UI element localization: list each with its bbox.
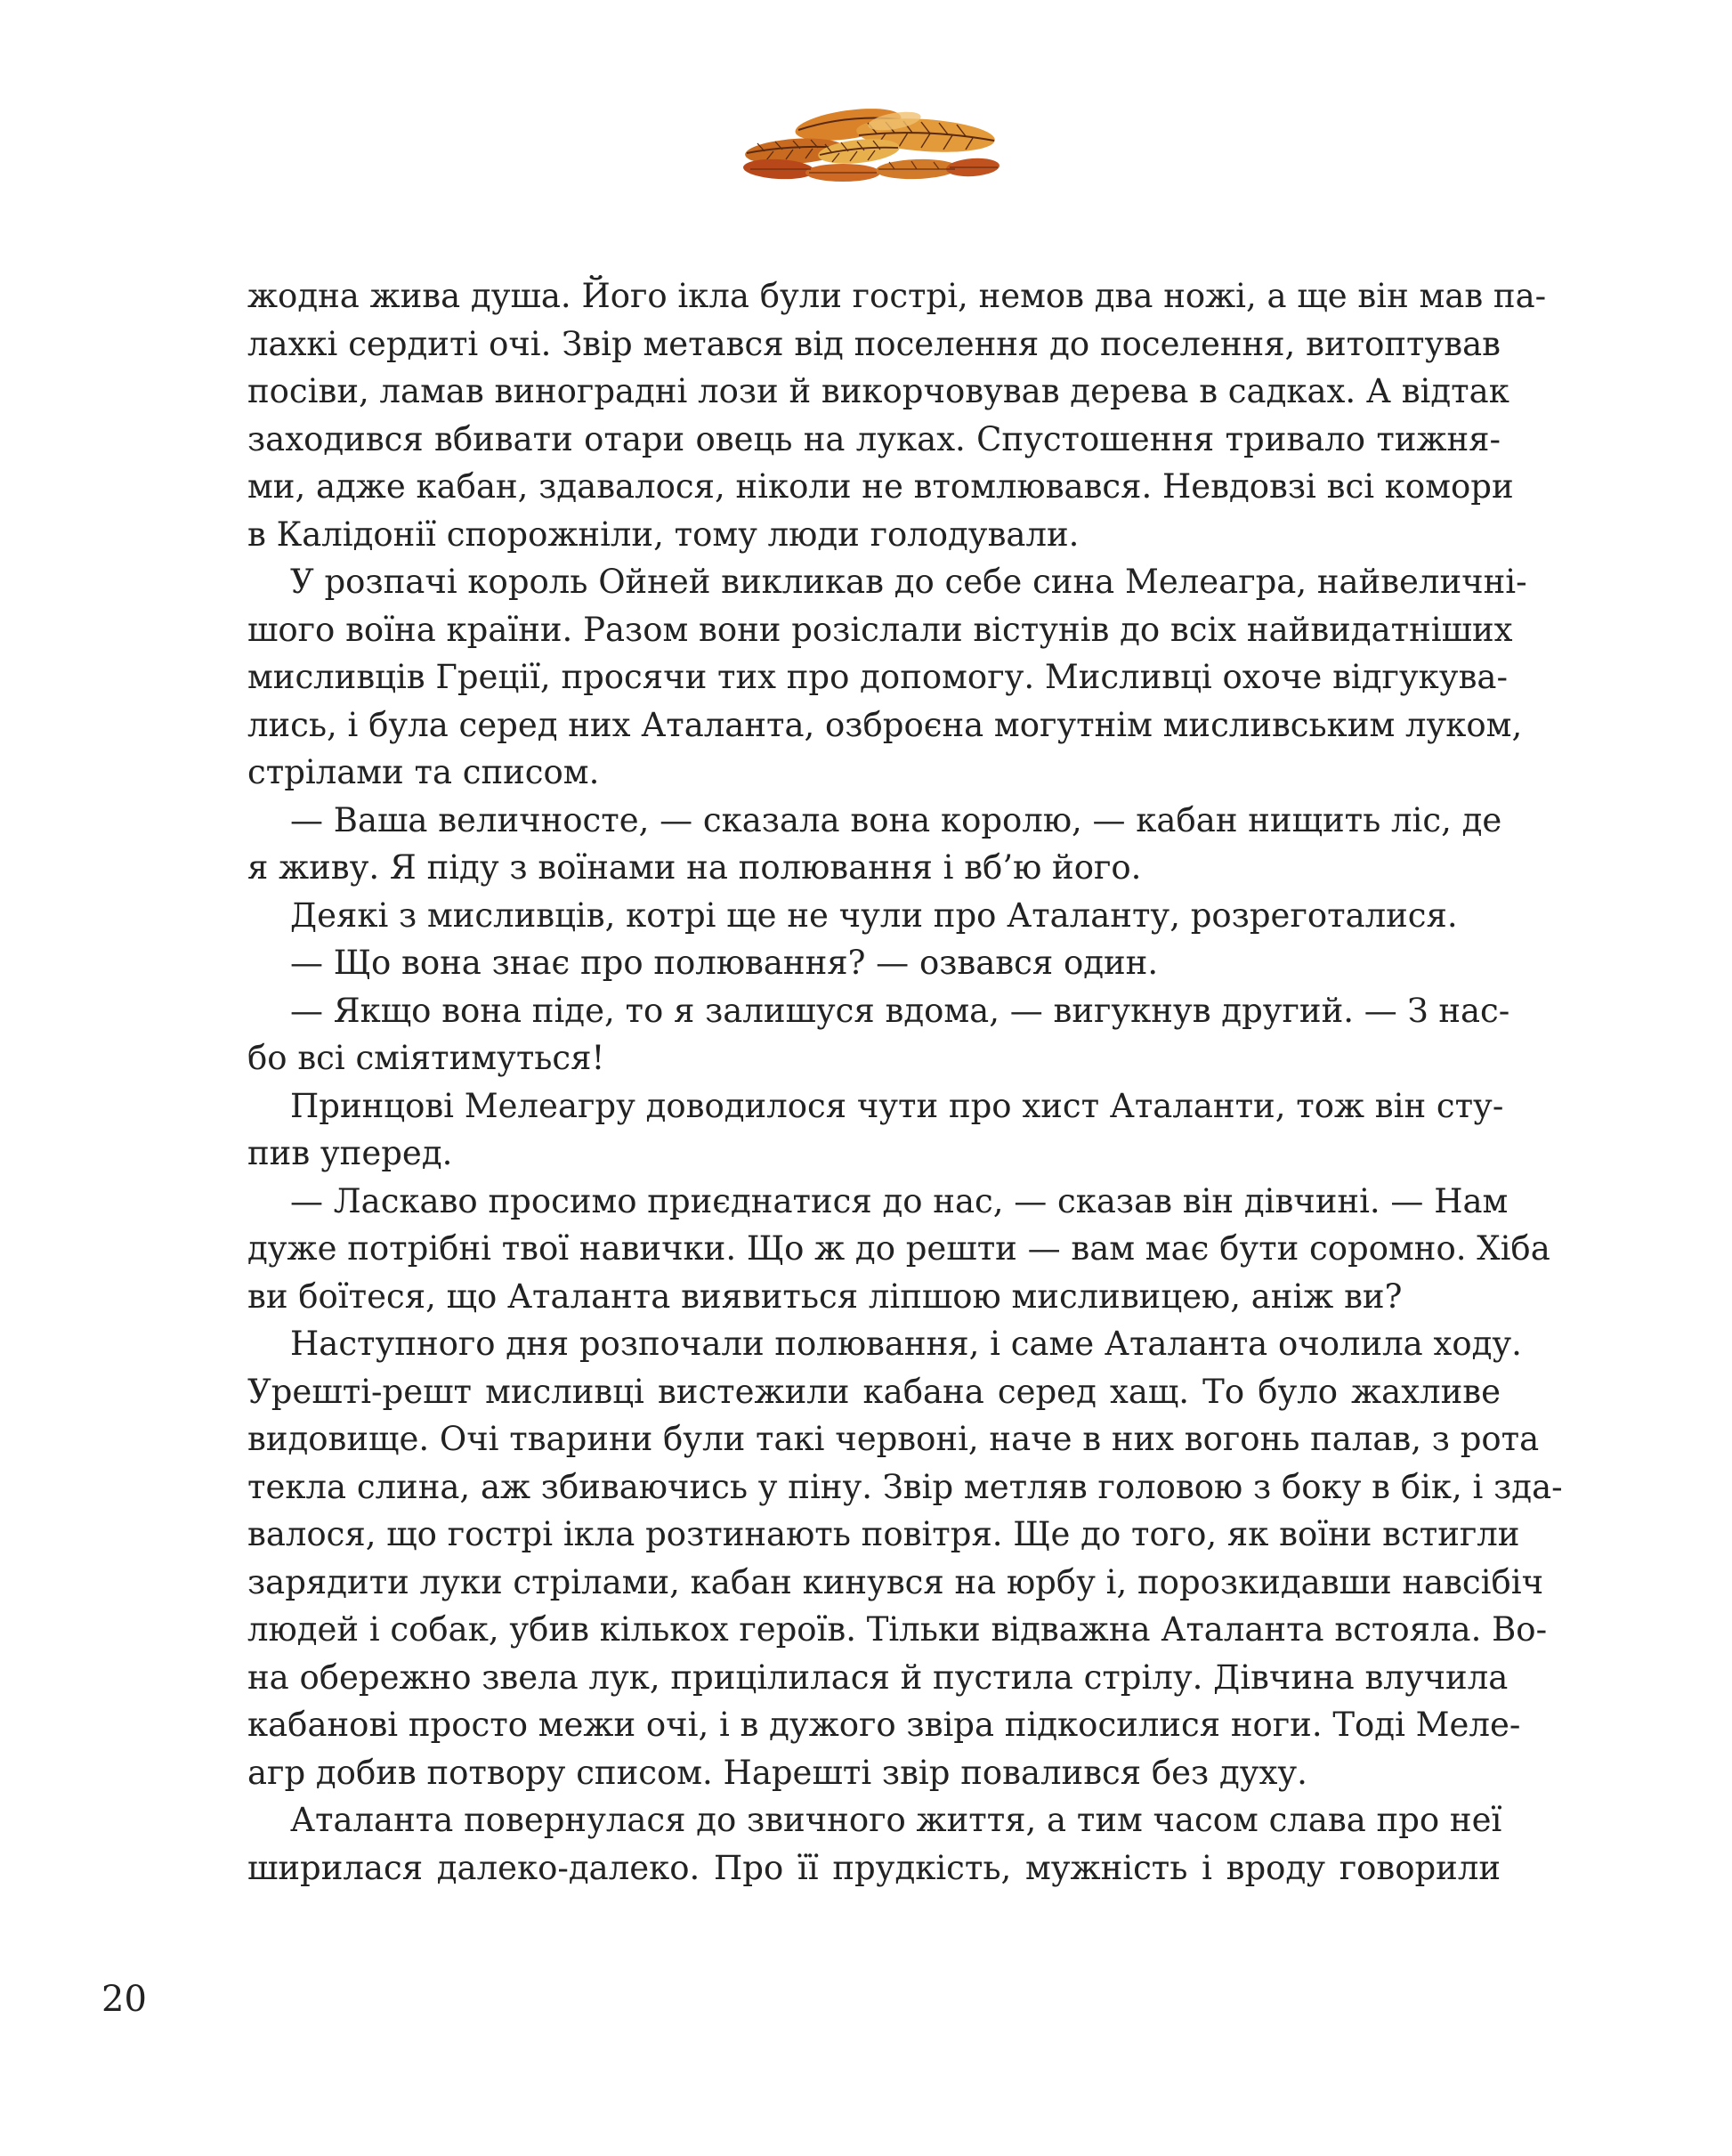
text-line: на обережно звела лук, прицілилася й пустила стрілу. Дівчина влучила bbox=[247, 1658, 1509, 1697]
body-text bbox=[247, 272, 1563, 1892]
text-line: ширилася далеко-далеко. Про її прудкість, мужність і вроду говорили bbox=[247, 1848, 1501, 1887]
text-line: Наступного дня розпочали полювання, і саме Аталанта очолила ходу. bbox=[290, 1325, 1522, 1363]
text-line: текла слина, аж збиваючись у піну. Звір метляв головою з боку в бік, і зда- bbox=[247, 1467, 1563, 1506]
text-line: Принцові Мелеагру доводилося чути про хист Аталанти, тож він сту- bbox=[290, 1086, 1504, 1125]
text-line: ви боїтеся, що Аталанта виявиться ліпшою мисливицею, аніж ви? bbox=[247, 1277, 1403, 1316]
paragraph bbox=[247, 1796, 1501, 1892]
text-line: Урешті-решт мисливці вистежили кабана серед хащ. То було жахливе bbox=[247, 1372, 1501, 1411]
paragraph bbox=[247, 939, 1501, 987]
text-line: — Якщо вона піде, то я залишуся вдома, — вигукнув другий. — З нас- bbox=[290, 991, 1510, 1030]
text-line: лись, і була серед них Аталанта, озброєна могутнім мисливським луком, bbox=[247, 705, 1523, 744]
text-line: я живу. Я піду з воїнами на полювання і вб’ю його. bbox=[247, 848, 1142, 887]
paragraph bbox=[247, 272, 1547, 558]
text-line: дуже потрібні твої навички. Що ж до решти — вам має бути соромно. Хіба bbox=[247, 1229, 1550, 1268]
text-line: посіви, ламав виноградні лози й викорчовував дерева в садках. А відтак bbox=[247, 372, 1509, 410]
paragraph bbox=[247, 558, 1527, 797]
text-line: Деякі з мисливців, котрі ще не чули про Аталанту, розреготалися. bbox=[290, 896, 1458, 935]
text-line: шого воїна країни. Разом вони розіслали вістунів до всіх найвидатніших bbox=[247, 610, 1513, 649]
text-line: У розпачі король Ойней викликав до себе сина Мелеагра, найвеличні- bbox=[290, 563, 1527, 601]
text-line: ми, адже кабан, здавалося, ніколи не втомлювався. Невдовзі всі комори bbox=[247, 467, 1514, 506]
autumn-leaves-icon bbox=[743, 96, 1001, 185]
text-line: заходився вбивати отари овець на луках. Спустошення тривало тижня- bbox=[247, 419, 1501, 458]
text-line: бо всі сміятимуться! bbox=[247, 1039, 605, 1077]
text-line: жодна жива душа. Його ікла були гострі, немов два ножі, а ще він мав па- bbox=[247, 277, 1547, 315]
text-line: мисливців Греції, просячи тих про допомогу. Мисливці охоче відгукува- bbox=[247, 658, 1508, 696]
paragraph bbox=[247, 1082, 1504, 1178]
paragraph bbox=[247, 987, 1510, 1082]
text-line: видовище. Очі тварини були такі червоні, наче в них вогонь палав, з рота bbox=[247, 1420, 1540, 1458]
text-line: валося, що гострі ікла розтинають повітря. Ще до того, як воїни встигли bbox=[247, 1515, 1520, 1553]
text-line: агр добив потвору списом. Нарешті звір повалився без духу. bbox=[247, 1753, 1307, 1792]
text-line: — Що вона знає про полювання? — озвався один. bbox=[290, 944, 1159, 982]
text-line: стрілами та списом. bbox=[247, 753, 600, 791]
text-line: зарядити луки стрілами, кабан кинувся на юрбу і, порозкидавши навсібіч bbox=[247, 1562, 1544, 1601]
text-line: — Ласкаво просимо приєднатися до нас, — сказав він дівчині. — Нам bbox=[290, 1181, 1509, 1220]
text-line: — Ваша величносте, — сказала вона королю, — кабан нищить ліс, де bbox=[290, 800, 1502, 839]
paragraph bbox=[247, 1178, 1550, 1321]
paragraph bbox=[247, 797, 1501, 892]
paragraph bbox=[247, 1320, 1563, 1796]
text-line: кабанові просто межи очі, і в дужого звіра підкосилися ноги. Тоді Меле- bbox=[247, 1706, 1521, 1744]
page-number: 20 bbox=[101, 1979, 147, 2020]
text-line: Аталанта повернулася до звичного життя, а тим часом слава про неї bbox=[290, 1801, 1502, 1839]
text-line: пив уперед. bbox=[247, 1134, 453, 1172]
paragraph bbox=[247, 892, 1501, 940]
text-line: людей і собак, убив кількох героїв. Тільки відважна Аталанта встояла. Во- bbox=[247, 1610, 1548, 1649]
text-line: лахкі сердиті очі. Звір метався від поселення до поселення, витоптував bbox=[247, 324, 1501, 363]
text-line: в Калідонії спорожніли, тому люди голодували. bbox=[247, 515, 1080, 554]
